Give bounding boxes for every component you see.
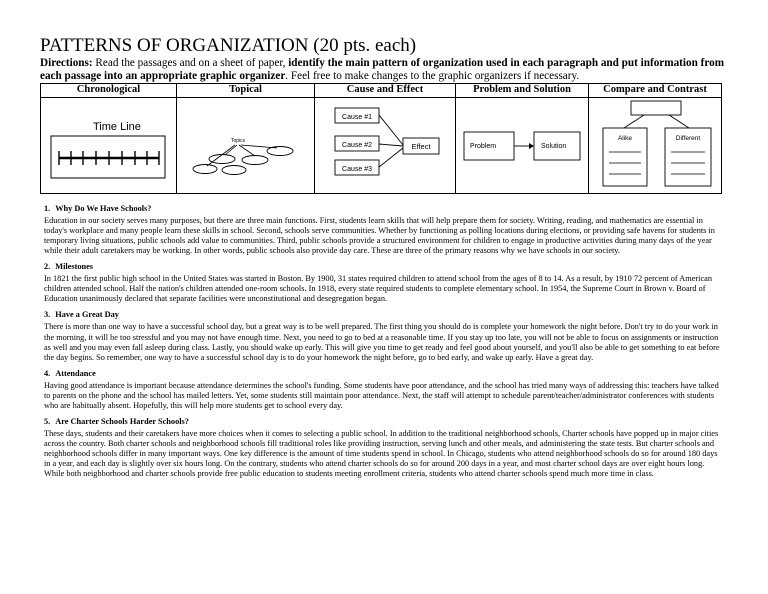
passage-title	[44, 204, 724, 214]
compare-connector	[624, 115, 644, 128]
passage-2	[44, 262, 724, 304]
directions-bold-text: identify the main pattern of organization used in each paragraph and put information from each passage into an appropriate graphic organizer	[40, 57, 725, 82]
header-problem-solution: Problem and Solution	[456, 84, 589, 98]
timeline-organizer	[41, 98, 177, 194]
passage-heading: Have a Great Day	[55, 310, 119, 320]
topic-connector	[225, 145, 237, 155]
cause-label: Cause #2	[342, 142, 372, 149]
directions-text-2: . Feel free to make changes to the graphic organizers if necessary.	[285, 69, 580, 82]
passage-number: 4.	[44, 368, 51, 378]
timeline-label: Time Line	[93, 121, 141, 133]
passage-heading: Attendance	[55, 368, 96, 378]
alike-label: Alike	[617, 135, 633, 142]
cause-arrow	[379, 115, 403, 145]
topic-oval	[267, 147, 293, 156]
topic-oval	[209, 155, 235, 164]
compare-contrast-organizer	[589, 98, 722, 194]
topic-oval	[242, 156, 268, 165]
topical-label: Topics	[231, 138, 246, 144]
passage-heading: Milestones	[55, 262, 94, 272]
passages	[44, 204, 724, 485]
directions-label: Directions:	[40, 57, 93, 69]
passage-body: In 1821 the first public high school in the United States was started in Boston. By 1900, 31 states required children to attend school from the ages of 8 to 14. As a result, by 1910 72 percent of American children attended school. Half the nation's children attended one-room schools. In 1918, every state required students to complete elementary school. In 1954, the Supreme Court in Brown v. Board of Education unanimously declared that separate facilities were unconstitutional and desegregation began.	[44, 274, 712, 304]
passage-body: These days, students and their caretakers have more choices when it comes to selecting a public school. In addition to the traditional neighborhood schools, Charter schools have popped up in major cities across the country. Both charter schools and neighborhood schools fill traditional roles like providing instruction, serving lunch and other meals, and administering the state tests. But charter schools and neighborhood schools differ in many important ways. One key difference is the amount of time students spend in school. In Chicago, students who attend neighborhood schools do so for around 180 days in a year, and each day is slightly over six hours long. On the contrary, students who attend charter schools do so for around 200 days in a year, and most charter school days are over eight hours long. While both neighborhood and charter schools provide free public education to students meeting enrollment criteria, students who attend charter schools spend much more time in class.	[44, 428, 719, 479]
passage-body: Having good attendance is important because attendance determines the school's funding. Some students have poor attendance, and the school has tried many ways of addressing this: teachers have talked to parents on the phone and the school has mailed letters. Yet, some students still maintain poor attendance. Next, the staff will attempt to schedule parent/teacher/administrator conferences with students who are habitually absent. Hopefully, this will help more students get to school every day.	[44, 380, 719, 410]
problem-solution-organizer	[456, 98, 589, 194]
header-cause-effect: Cause and Effect	[315, 84, 456, 98]
topic-oval	[193, 165, 217, 174]
passage-title	[44, 310, 724, 320]
topic-oval	[222, 166, 246, 175]
passage-1	[44, 204, 724, 256]
cause-label: Cause #1	[342, 114, 372, 121]
topical-organizer	[177, 98, 315, 194]
arrow-head	[529, 143, 534, 149]
cause-effect-organizer	[315, 98, 456, 194]
passage-number: 3.	[44, 310, 51, 320]
passage-5	[44, 417, 724, 479]
page-title: PATTERNS OF ORGANIZATION (20 pts. each)	[40, 35, 417, 56]
compare-top-box	[631, 101, 681, 115]
cause-label: Cause #3	[342, 166, 372, 173]
passage-body: There is more than one way to have a successful school day, but a great way is to be well prepared. The first thing you should do is complete your homework the night before. Don't try to do your work in the morning, it will be too stressful and you may not have enough time. Next, you need to go to bed at a reasonable time. If you stay up too late, you will not be able to focus on assignments or instruction as well and you may even fall asleep during class. Lastly, you should wake up early. This will give you time to get ready and feel good about yourself, and you'll also be able to get something to eat before the day begins. So remember, one way to have a successful school day is to do your homework the night before, go to bed early, and wake up early. Have a great day.	[44, 322, 720, 362]
passage-number: 2.	[44, 262, 51, 272]
passage-title	[44, 262, 724, 272]
topic-connector	[239, 145, 255, 156]
header-compare-contrast: Compare and Contrast	[589, 84, 722, 98]
passage-title	[44, 417, 724, 427]
graphic-organizer-table	[40, 83, 722, 194]
passage-body: Education in our society serves many purposes, but there are three main functions. First, students learn skills that will help prepare them for society. Writing, reading, and mathematics are essential in today's workplace and many people learn these skills in school. Second, schools serve communities. Whether by functioning as polling locations during elections, or providing safe havens for students in temporary living situations, public schools add value to communities. Third, public schools provide a structured environment for children to engage in productive activities during many days of the year while their adult caretakers may be working. In other words, public schools also provide day care. These are three of the primary reasons why we have schools in our society.	[44, 216, 715, 256]
passage-number: 5.	[44, 416, 51, 426]
directions	[40, 57, 730, 82]
passage-number: 1.	[44, 204, 51, 213]
passage-heading: Why Do We Have Schools?	[55, 204, 152, 213]
compare-connector	[669, 115, 689, 128]
problem-label: Problem	[470, 143, 497, 150]
passage-3	[44, 310, 724, 362]
solution-label: Solution	[541, 143, 567, 150]
passage-title	[44, 369, 724, 379]
header-topical: Topical	[177, 84, 315, 98]
cause-arrow	[379, 148, 403, 167]
cause-arrow	[379, 144, 403, 146]
header-chronological: Chronological	[41, 84, 177, 98]
directions-text-1: Read the passages and on a sheet of paper,	[92, 57, 289, 69]
effect-label: Effect	[411, 142, 431, 151]
passage-4	[44, 369, 724, 411]
passage-heading: Are Charter Schools Harder Schools?	[55, 416, 189, 426]
different-label: Different	[675, 135, 701, 142]
